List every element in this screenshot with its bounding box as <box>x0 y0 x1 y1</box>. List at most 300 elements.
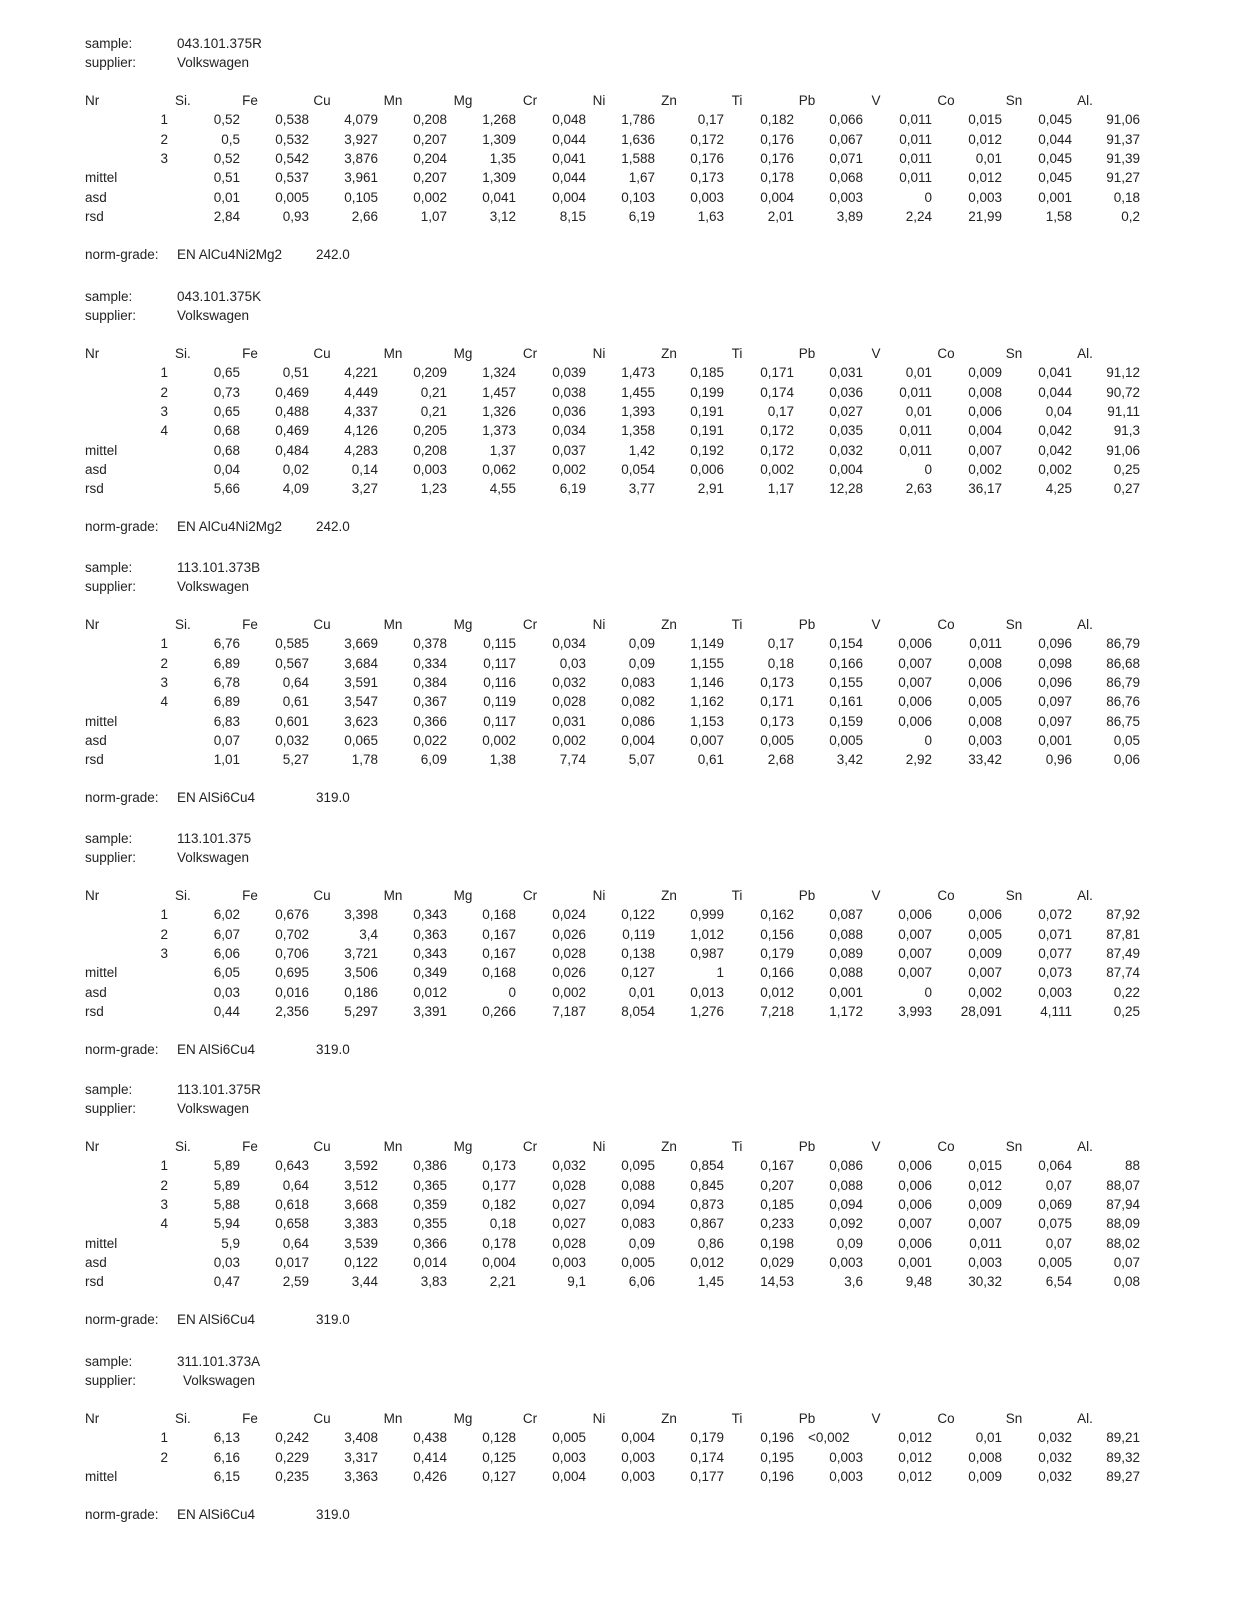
cell-value: 0,166 <box>829 655 863 671</box>
column-header: Cu <box>313 1411 331 1426</box>
cell-value: 0,706 <box>275 945 309 961</box>
cell-value: 0,077 <box>1038 945 1072 961</box>
cell-value: 0,103 <box>621 189 655 205</box>
cell-value: 0,032 <box>829 442 863 458</box>
supplier-name: Volkswagen <box>177 55 250 70</box>
cell-value: 0,004 <box>829 461 863 477</box>
row-number: 1 <box>160 1158 168 1174</box>
cell-value: 91,06 <box>1106 442 1140 458</box>
cell-value: 3,684 <box>344 655 378 671</box>
column-header: Fe <box>242 1139 258 1154</box>
cell-value: 0,359 <box>413 1196 447 1212</box>
cell-value: 0,001 <box>898 1254 932 1270</box>
supplier-label: supplier: <box>85 1373 137 1388</box>
column-header: Si. <box>175 617 191 632</box>
cell-value: 0,01 <box>905 403 932 419</box>
cell-value: 91,06 <box>1106 112 1140 128</box>
cell-value: 1,01 <box>213 752 240 768</box>
sample-id: 043.101.375K <box>177 289 262 304</box>
cell-value: 0,004 <box>621 1430 655 1446</box>
norm-grade-label: norm-grade: <box>85 247 159 263</box>
column-header: Mg <box>453 1411 473 1426</box>
column-header: Al. <box>1077 1139 1093 1154</box>
cell-value: 6,15 <box>213 1468 240 1484</box>
cell-value: 0,04 <box>213 461 240 477</box>
cell-value: 1,393 <box>621 403 655 419</box>
cell-value: 0,013 <box>690 984 724 1000</box>
cell-value: 0,006 <box>968 403 1002 419</box>
cell-value: 1,457 <box>482 384 516 400</box>
cell-value: 86,76 <box>1106 694 1140 710</box>
column-header: Fe <box>242 346 258 361</box>
cell-value: 0,003 <box>552 1449 586 1465</box>
cell-value: 2,63 <box>905 481 932 497</box>
cell-value: 6,13 <box>213 1430 240 1446</box>
cell-value: 2,59 <box>282 1274 309 1290</box>
cell-value: 0,09 <box>628 1235 655 1251</box>
cell-value: 1,37 <box>489 442 516 458</box>
sample-id: 113.101.375 <box>177 831 252 846</box>
cell-value: 1,146 <box>690 674 724 690</box>
cell-value: 0,873 <box>690 1196 724 1212</box>
cell-value: 0,007 <box>898 945 932 961</box>
cell-value: 0,045 <box>1038 112 1072 128</box>
cell-value: 0,029 <box>760 1254 794 1270</box>
cell-value: 2,84 <box>213 208 240 224</box>
column-header: Mg <box>453 617 473 632</box>
cell-value: 0,028 <box>552 1177 586 1193</box>
cell-value: 0,027 <box>552 1216 586 1232</box>
cell-value: 0,5 <box>221 131 240 147</box>
cell-value: 6,19 <box>628 208 655 224</box>
cell-value: 0,208 <box>413 442 447 458</box>
cell-value: 0,009 <box>968 1196 1002 1212</box>
cell-value: 0,039 <box>552 365 586 381</box>
column-header: Sn <box>1005 93 1023 108</box>
cell-value: 1,324 <box>482 365 516 381</box>
cell-value: 0,205 <box>413 423 447 439</box>
row-label: mittel <box>85 1235 118 1251</box>
cell-value: 0,011 <box>899 423 932 439</box>
column-header: Cr <box>522 93 538 108</box>
cell-value: 0,087 <box>829 907 863 923</box>
cell-value: 3,927 <box>344 131 378 147</box>
cell-value: 0,006 <box>898 1158 932 1174</box>
cell-value: 0,172 <box>760 442 794 458</box>
cell-value: 86,79 <box>1106 674 1140 690</box>
cell-value: 8,15 <box>559 208 586 224</box>
cell-value: 0,02 <box>282 461 309 477</box>
cell-value: 0,168 <box>482 907 516 923</box>
column-header: Pb <box>798 93 816 108</box>
cell-value: 3,4 <box>359 926 378 942</box>
cell-value: 4,337 <box>344 403 378 419</box>
norm-grade-label: norm-grade: <box>85 1507 159 1523</box>
sample-block <box>0 829 1244 1097</box>
cell-value: 0,68 <box>213 423 240 439</box>
cell-value: 0,03 <box>213 984 240 1000</box>
cell-value: 0,176 <box>760 150 794 166</box>
cell-value: 6,09 <box>420 752 447 768</box>
cell-value: 0,366 <box>413 713 447 729</box>
column-header: Cr <box>522 346 538 361</box>
cell-value: 0,006 <box>898 1235 932 1251</box>
cell-value: 0,167 <box>482 926 516 942</box>
cell-value: 2,66 <box>351 208 378 224</box>
cell-value: 1,63 <box>697 208 724 224</box>
cell-value: 3,391 <box>413 1003 447 1019</box>
cell-value: 0,004 <box>760 189 794 205</box>
sample-block <box>0 1080 1244 1348</box>
cell-value: 6,07 <box>213 926 240 942</box>
sample-label: sample: <box>85 560 133 575</box>
cell-value: 4,221 <box>344 365 378 381</box>
cell-value: 0,003 <box>552 1254 586 1270</box>
column-header: Co <box>937 346 955 361</box>
cell-value: 0,52 <box>213 112 240 128</box>
cell-value: 0,042 <box>1038 442 1072 458</box>
cell-value: 7,187 <box>552 1003 586 1019</box>
cell-value: 0,032 <box>1038 1430 1072 1446</box>
cell-value: 0,092 <box>829 1216 863 1232</box>
cell-value: 0,031 <box>552 713 586 729</box>
cell-value: 0,196 <box>760 1430 794 1446</box>
cell-value: 0,414 <box>413 1449 447 1465</box>
cell-value: 89,32 <box>1106 1449 1140 1465</box>
cell-value: 0,097 <box>1038 694 1072 710</box>
cell-value: 0,07 <box>1113 1254 1140 1270</box>
cell-value: 0,004 <box>482 1254 516 1270</box>
cell-value: 0,384 <box>413 674 447 690</box>
cell-value: 0,011 <box>969 1235 1002 1251</box>
column-header: Al. <box>1077 346 1093 361</box>
column-header: Zn <box>661 1411 677 1426</box>
column-header: Si. <box>175 888 191 903</box>
cell-value: 0,469 <box>275 384 309 400</box>
cell-value: 0,011 <box>969 636 1002 652</box>
cell-value: 0,65 <box>213 365 240 381</box>
row-label: asd <box>85 189 107 205</box>
cell-value: 0,006 <box>968 674 1002 690</box>
column-header: Al. <box>1077 93 1093 108</box>
cell-value: 0,192 <box>690 442 724 458</box>
cell-value: 28,091 <box>960 1003 1002 1019</box>
column-header: Cr <box>522 888 538 903</box>
cell-value: 0,024 <box>552 907 586 923</box>
cell-value: 9,1 <box>567 1274 586 1290</box>
norm-grade-number: 319.0 <box>316 1312 350 1328</box>
row-number: 1 <box>160 112 168 128</box>
column-header: Fe <box>242 888 258 903</box>
cell-value: 3,89 <box>836 208 863 224</box>
column-header: Mg <box>453 346 473 361</box>
cell-value: 0,65 <box>213 403 240 419</box>
cell-value: 0,002 <box>552 461 586 477</box>
cell-value: 0,174 <box>690 1449 724 1465</box>
cell-value: 1,326 <box>482 403 516 419</box>
column-header: Mn <box>383 346 403 361</box>
cell-value: 87,92 <box>1106 907 1140 923</box>
sample-id: 311.101.373A <box>177 1354 261 1369</box>
cell-value: 0,012 <box>760 984 794 1000</box>
column-header: Nr <box>85 1411 100 1426</box>
column-header: Ni <box>592 888 606 903</box>
cell-value: 3,44 <box>351 1274 378 1290</box>
column-header: V <box>871 1139 881 1154</box>
cell-value: 0,012 <box>898 1468 932 1484</box>
cell-value: 0,034 <box>552 636 586 652</box>
supplier-label: supplier: <box>85 308 137 323</box>
supplier-label: supplier: <box>85 850 137 865</box>
cell-value: 0,233 <box>760 1216 794 1232</box>
cell-value: 0,011 <box>899 384 932 400</box>
row-number: 3 <box>160 403 168 419</box>
cell-value: 4,09 <box>282 481 309 497</box>
cell-value: 0,094 <box>829 1196 863 1212</box>
cell-value: 3,591 <box>344 674 378 690</box>
cell-value: 0,367 <box>413 694 447 710</box>
cell-value: 0,128 <box>482 1430 516 1446</box>
cell-value: 3,668 <box>344 1196 378 1212</box>
cell-value: 0,031 <box>829 365 863 381</box>
cell-value: 0,122 <box>621 907 655 923</box>
cell-value: 1,309 <box>482 170 516 186</box>
cell-value: 1,012 <box>690 926 724 942</box>
column-header: Ti <box>731 617 743 632</box>
cell-value: 0,002 <box>968 984 1002 1000</box>
cell-value: 91,39 <box>1106 150 1140 166</box>
supplier-name: Volkswagen <box>183 1373 256 1388</box>
cell-value: 0,18 <box>1113 189 1140 205</box>
cell-value: 1,78 <box>351 752 378 768</box>
cell-value: 0,349 <box>413 965 447 981</box>
cell-value: 0,117 <box>483 713 516 729</box>
cell-value: 4,55 <box>489 481 516 497</box>
norm-grade-value: EN AlSi6Cu4 <box>177 790 256 806</box>
row-label: mittel <box>85 713 118 729</box>
cell-value: 0,098 <box>1038 655 1072 671</box>
cell-value: 14,53 <box>760 1274 794 1290</box>
cell-value: 0,004 <box>621 732 655 748</box>
cell-value: 86,79 <box>1106 636 1140 652</box>
column-header: Nr <box>85 346 100 361</box>
cell-value: 0,177 <box>482 1177 516 1193</box>
cell-value: 0,075 <box>1038 1216 1072 1232</box>
sample-block <box>0 34 1244 302</box>
cell-value: 0,159 <box>829 713 863 729</box>
cell-value: 6,06 <box>628 1274 655 1290</box>
cell-value: 0,07 <box>1045 1235 1072 1251</box>
cell-value: 0,003 <box>829 1449 863 1465</box>
cell-value: 88 <box>1124 1158 1140 1174</box>
column-header: Cu <box>313 888 331 903</box>
cell-value: 6,89 <box>213 694 240 710</box>
cell-value: 0,096 <box>1038 636 1072 652</box>
cell-value: 87,81 <box>1106 926 1140 942</box>
cell-value: 3,408 <box>344 1430 378 1446</box>
column-header: Pb <box>798 888 816 903</box>
column-header: Ni <box>592 1139 606 1154</box>
cell-value: 0,266 <box>482 1003 516 1019</box>
sample-block <box>0 287 1244 555</box>
cell-value: 0,438 <box>413 1430 447 1446</box>
cell-value: 4,449 <box>344 384 378 400</box>
cell-value: 0,082 <box>621 694 655 710</box>
supplier-label: supplier: <box>85 1101 137 1116</box>
cell-value: 0,61 <box>282 694 309 710</box>
cell-value: 0,119 <box>622 926 655 942</box>
cell-value: 0,006 <box>690 461 724 477</box>
cell-value: 0,001 <box>829 984 863 1000</box>
cell-value: 0,088 <box>829 926 863 942</box>
cell-value: 0,242 <box>275 1430 309 1446</box>
cell-value: 1,786 <box>621 112 655 128</box>
column-header: Cr <box>522 1411 538 1426</box>
cell-value: 0,037 <box>552 442 586 458</box>
cell-value: 0,179 <box>690 1430 724 1446</box>
cell-value: 0,363 <box>413 926 447 942</box>
cell-value: 0,073 <box>1038 965 1072 981</box>
cell-value: 0,209 <box>413 365 447 381</box>
supplier-name: Volkswagen <box>177 850 250 865</box>
column-header: Pb <box>798 1411 816 1426</box>
cell-value: 0,095 <box>621 1158 655 1174</box>
cell-value: 0,167 <box>760 1158 794 1174</box>
column-header: Pb <box>798 1139 816 1154</box>
cell-value: 0,18 <box>489 1216 516 1232</box>
cell-value: 0,072 <box>1038 907 1072 923</box>
cell-value: 0,195 <box>760 1449 794 1465</box>
cell-value: 89,21 <box>1106 1430 1140 1446</box>
cell-value: 0,044 <box>1038 131 1072 147</box>
cell-value: 0,585 <box>275 636 309 652</box>
cell-value: 0,172 <box>760 423 794 439</box>
cell-value: 0,173 <box>760 713 794 729</box>
sample-label: sample: <box>85 289 133 304</box>
cell-value: 0,071 <box>1038 926 1072 942</box>
norm-grade-value: EN AlCu4Ni2Mg2 <box>177 519 283 535</box>
cell-value: 0,161 <box>829 694 863 710</box>
cell-value: 0,25 <box>1113 461 1140 477</box>
cell-value: 0,008 <box>968 713 1002 729</box>
cell-value: 0,042 <box>1038 423 1072 439</box>
cell-value: 0,006 <box>898 713 932 729</box>
column-header: Nr <box>85 1139 100 1154</box>
cell-value: 0,006 <box>898 907 932 923</box>
cell-value: 0,007 <box>898 926 932 942</box>
cell-value: 4,079 <box>344 112 378 128</box>
cell-value: 0,182 <box>760 112 794 128</box>
cell-value: 2,68 <box>767 752 794 768</box>
cell-value: 0,097 <box>1038 713 1072 729</box>
cell-value: 0,155 <box>829 674 863 690</box>
cell-value: 1 <box>716 965 724 981</box>
cell-value: 3,876 <box>344 150 378 166</box>
cell-value: 7,218 <box>760 1003 794 1019</box>
cell-value: 0,182 <box>482 1196 516 1212</box>
cell-value: 0,028 <box>552 1235 586 1251</box>
cell-value: 3,993 <box>898 1003 932 1019</box>
row-label: asd <box>85 461 107 477</box>
cell-value: 0,18 <box>767 655 794 671</box>
cell-value: 0,006 <box>898 1196 932 1212</box>
row-number: 1 <box>160 365 168 381</box>
cell-value: 0,015 <box>968 1158 1002 1174</box>
cell-value: 3,363 <box>344 1468 378 1484</box>
column-header: Si. <box>175 1139 191 1154</box>
cell-value: 0,567 <box>275 655 309 671</box>
row-number: 1 <box>160 907 168 923</box>
cell-value: 30,32 <box>968 1274 1002 1290</box>
column-header: Pb <box>798 346 816 361</box>
column-header: Cr <box>522 1139 538 1154</box>
cell-value: 0,17 <box>697 112 724 128</box>
cell-value: 0,007 <box>968 1216 1002 1232</box>
cell-value: 5,27 <box>282 752 309 768</box>
cell-value: 0,009 <box>968 1468 1002 1484</box>
cell-value: 5,89 <box>213 1158 240 1174</box>
cell-value: 12,28 <box>829 481 863 497</box>
cell-value: 0,179 <box>760 945 794 961</box>
column-header: Sn <box>1005 1411 1023 1426</box>
norm-grade-number: 242.0 <box>316 247 350 263</box>
cell-value: 1,358 <box>621 423 655 439</box>
cell-value: 0,012 <box>968 131 1002 147</box>
column-header: V <box>871 346 881 361</box>
cell-value: 2,21 <box>489 1274 516 1290</box>
cell-value: 0,028 <box>552 694 586 710</box>
cell-value: 3,42 <box>836 752 863 768</box>
cell-value: 0,695 <box>275 965 309 981</box>
cell-value: 0,007 <box>898 674 932 690</box>
column-header: Cu <box>313 346 331 361</box>
cell-value: 0,008 <box>968 384 1002 400</box>
cell-value: 0,011 <box>899 442 932 458</box>
cell-value: 0,041 <box>482 189 516 205</box>
cell-value: 0,343 <box>413 945 447 961</box>
norm-grade-label: norm-grade: <box>85 790 159 806</box>
column-header: Nr <box>85 888 100 903</box>
column-header: Nr <box>85 93 100 108</box>
cell-value: 3,6 <box>844 1274 863 1290</box>
cell-value: 0,011 <box>899 131 932 147</box>
cell-value: 0,199 <box>690 384 724 400</box>
column-header: Mn <box>383 93 403 108</box>
column-header: Mg <box>453 1139 473 1154</box>
row-number: 2 <box>160 655 168 671</box>
cell-value: 0,003 <box>829 189 863 205</box>
sample-label: sample: <box>85 36 133 51</box>
cell-value: 0,21 <box>420 403 447 419</box>
cell-value: 0,032 <box>552 1158 586 1174</box>
cell-value: 0,355 <box>413 1216 447 1232</box>
cell-value: 0,062 <box>482 461 516 477</box>
cell-value: 0,25 <box>1113 1003 1140 1019</box>
cell-value: 86,75 <box>1106 713 1140 729</box>
cell-value: 0,012 <box>690 1254 724 1270</box>
cell-value: 0,127 <box>621 965 655 981</box>
cell-value: 1,162 <box>690 694 724 710</box>
column-header: Zn <box>661 93 677 108</box>
cell-value: 0,002 <box>552 732 586 748</box>
cell-value: 0,207 <box>413 170 447 186</box>
cell-value: 0,05 <box>1113 732 1140 748</box>
cell-value: 0,069 <box>1038 1196 1072 1212</box>
column-header: Mn <box>383 888 403 903</box>
cell-value: 0,002 <box>968 461 1002 477</box>
cell-value: 88,07 <box>1106 1177 1140 1193</box>
cell-value: 0 <box>924 461 932 477</box>
